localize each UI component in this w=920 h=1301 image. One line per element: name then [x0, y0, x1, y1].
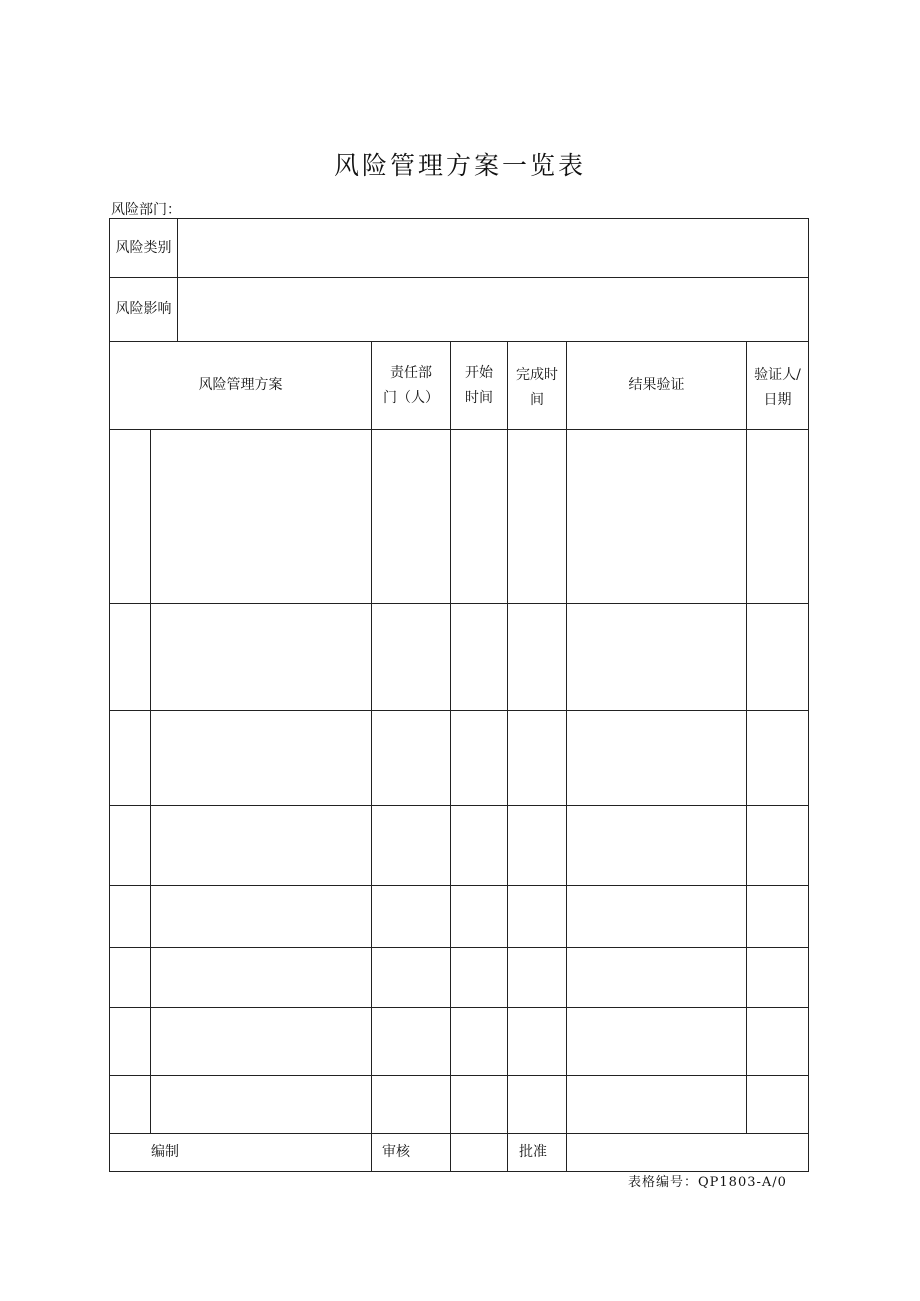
risk-impact-label: 风险影响 [115, 301, 172, 317]
header-responsible [372, 361, 450, 411]
header-verifier-date [747, 363, 808, 413]
header-start-line1: 开始 [465, 365, 493, 381]
header-start-time [451, 361, 507, 411]
approved-label: 批准 [519, 1144, 547, 1160]
header-verification: 结果验证 [628, 377, 685, 393]
header-verifier-line1: 验证人/ [754, 367, 801, 383]
header-responsible-line1: 责任部 [390, 365, 432, 381]
header-start-line2: 时间 [465, 390, 493, 406]
header-verifier-line2: 日期 [763, 392, 792, 408]
header-responsible-line2: 门（人） [383, 390, 439, 406]
page-title: 风险管理方案一览表 [333, 151, 586, 180]
header-plan: 风险管理方案 [198, 377, 283, 393]
prepared-label: 编制 [151, 1144, 179, 1160]
header-finish-time [508, 363, 566, 413]
form-number: 表格编号：QP1803-A/0 [628, 1175, 787, 1190]
header-finish-line1: 完成时 [516, 367, 558, 383]
reviewed-label: 审核 [382, 1144, 410, 1160]
department-label: 风险部门： [111, 202, 181, 218]
risk-category-label: 风险类别 [115, 240, 172, 256]
header-finish-line2: 间 [530, 392, 544, 408]
